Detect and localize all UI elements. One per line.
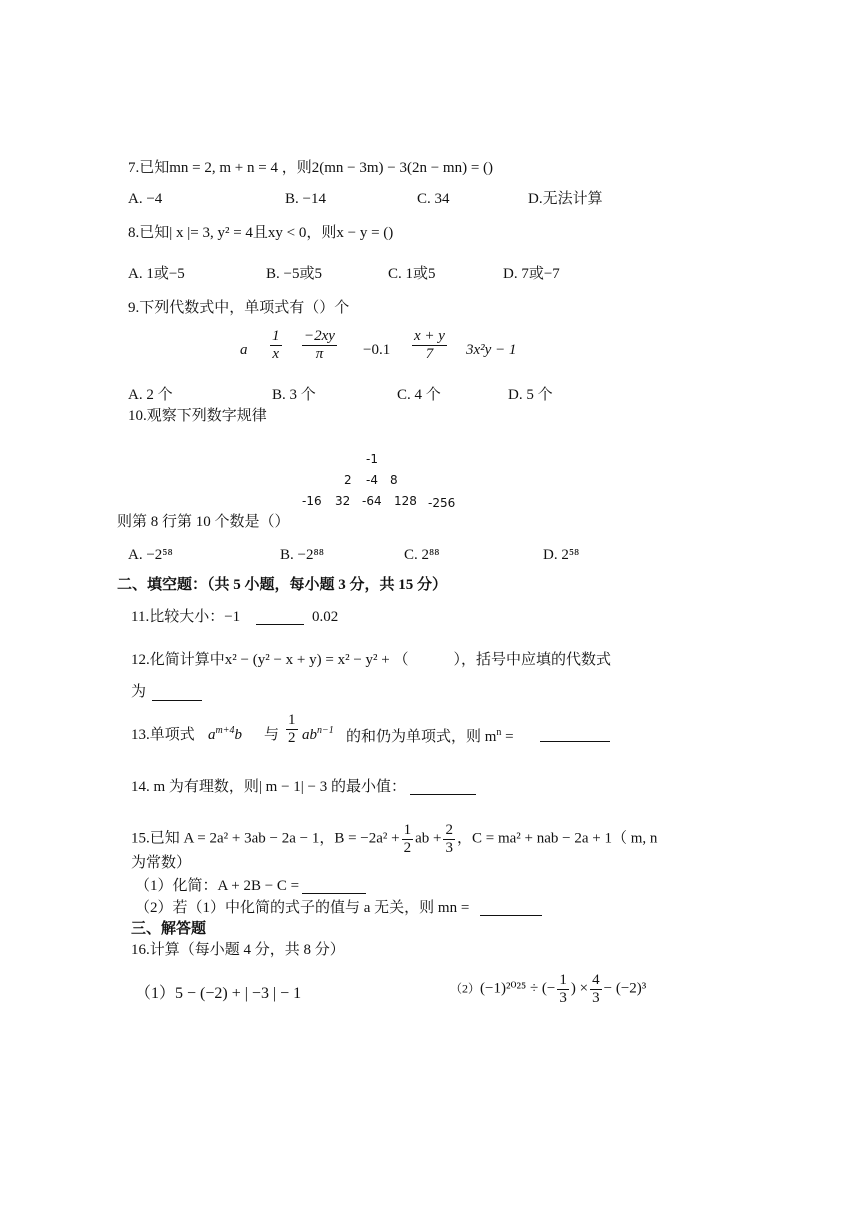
q9-frac1-den: x [272,345,280,362]
q10-row3-num5: -256 [428,496,456,510]
q9-frac3-den: 7 [425,345,434,362]
q15-line1-b: ab + [415,830,442,847]
q9-frac-1 [268,328,284,362]
q9-expr-last: 3x²y − 1 [466,342,517,358]
q9-option-b: B. 3 个 [272,387,316,403]
q8-option-d: D. 7或−7 [503,266,560,282]
q9-frac-2 [300,328,339,362]
q9-stem: 9.下列代数式中，单项式有（）个 [128,300,350,316]
q10-option-d: D. 2⁵⁸ [543,547,580,563]
q13-frac-num: 1 [288,712,296,728]
q15-sub1: （1）化简：A + 2B − C = [135,878,300,894]
q12-line1: 12.化简计算中x² − (y² − x + y) = x² − y² + （ ），括号中应填的代数式 [131,652,611,668]
q13-suffix-exp: n [496,727,502,738]
q9-frac2-num: −2xy [304,328,335,344]
q8-option-c: C. 1或5 [388,266,436,282]
q16-stem: 16.计算（每小题 4 分，共 8 分） [131,942,345,958]
q15-line2: 为常数） [131,855,192,871]
q13-monomial-2 [302,725,334,744]
q15-line1-a: 15.已知 A = 2a² + 3ab − 2a − 1，B = −2a² + [131,830,400,847]
q10-question: 则第 8 行第 10 个数是（） [117,514,290,530]
section-3-heading: 三、解答题 [131,921,207,937]
q10-stem: 10.观察下列数字规律 [128,408,267,424]
q11-prefix: 11.比较大小：−1 [131,609,241,625]
q10-row1-num1: -1 [366,452,378,466]
q16-part2-c: − (−2)³ [603,980,647,997]
q10-option-c: C. 2⁸⁸ [404,547,440,563]
q12-answer-blank[interactable] [152,686,202,701]
q16-part2-a: (−1)²⁰²⁵ ÷ (− [480,980,556,997]
q13-frac [284,712,300,746]
q16-part2 [450,972,646,1006]
q13-suffix-text: 的和仍为单项式，则 m [346,729,497,745]
q13-connector: 与 [264,727,280,743]
q13-mono2-exp: n−1 [317,725,334,736]
q14-text: 14. m 为有理数，则| m − 1| − 3 的最小值： [131,779,407,795]
q9-frac1-num: 1 [272,328,280,344]
q10-row2-num2: -4 [366,473,378,487]
section-2-heading: 二、填空题：（共 5 小题，每小题 3 分，共 15 分） [117,577,448,593]
q15-line1-c: ，C = ma² + nab − 2a + 1（ m, n [456,830,658,847]
q14-answer-blank[interactable] [410,780,476,795]
q11-suffix: 0.02 [312,609,339,625]
q9-expr-a: a [240,342,248,358]
q9-option-a: A. 2 个 [128,387,173,403]
q13-frac-den: 2 [288,729,296,746]
q16-f2-den: 3 [592,989,600,1006]
q15-line1 [131,822,657,856]
q16-f2-num: 4 [592,972,600,988]
q10-row3-num4: 128 [394,494,417,508]
q13-prefix: 13.单项式 [131,727,195,743]
q10-row2-num1: 2 [344,473,352,487]
q10-row3-num3: -64 [362,494,382,508]
q15-sub2: （2）若（1）中化简的式子的值与 a 无关，则 mn = [135,900,470,916]
q16-part2-label: （2） [450,981,481,996]
q8-option-a: A. 1或−5 [128,266,185,282]
q16-part2-b: ) × [570,980,589,997]
q15-frac2-num: 2 [445,822,453,838]
q13-mono2-base: ab [302,727,317,743]
q13-answer-blank[interactable] [540,727,610,742]
q13-mono1-b: b [234,727,242,743]
q9-expr-neg: −0.1 [363,342,391,358]
q8-option-b: B. −5或5 [266,266,322,282]
q8-stem: 8.已知| x |= 3, y² = 4且xy < 0，则x − y = () [128,225,394,241]
q10-row3-num2: 32 [335,494,351,508]
q9-option-c: C. 4 个 [397,387,441,403]
q12-line2: 为 [131,684,147,700]
q16-f1-den: 3 [559,989,567,1006]
q7-option-d: D.无法计算 [528,191,603,207]
q15-sub1-blank[interactable] [302,879,366,894]
q13-mono1-exp: m+4 [215,725,235,736]
q11-answer-blank[interactable] [256,610,304,625]
q9-frac3-num: x + y [414,328,445,344]
q9-frac2-den: π [315,345,324,362]
q7-option-b: B. −14 [285,191,326,207]
q9-frac-3 [410,328,449,362]
q7-option-c: C. 34 [417,191,450,207]
q7-stem: 7.已知mn = 2, m + n = 4 ，则2(mn − 3m) − 3(2n − mn) = () [128,160,494,176]
q13-equals: = [505,729,514,745]
q7-option-a: A. −4 [128,191,163,207]
q16-part1: （1）5 − (−2) + | −3 | − 1 [135,985,302,1002]
q10-row2-num3: 8 [390,473,398,487]
q10-option-a: A. −2⁵⁸ [128,547,173,563]
q13-monomial-1 [208,725,242,744]
q15-frac2-den: 3 [445,839,453,856]
q15-frac1-den: 2 [403,839,412,856]
q13-mono1-base: a [208,727,216,743]
q16-f1-num: 1 [559,972,567,988]
q10-row3-num1: -16 [302,494,322,508]
q15-sub2-blank[interactable] [480,901,542,916]
q13-suffix [346,727,514,746]
q15-frac1-num: 1 [403,822,412,838]
q9-option-d: D. 5 个 [508,387,553,403]
q10-option-b: B. −2⁸⁸ [280,547,324,563]
